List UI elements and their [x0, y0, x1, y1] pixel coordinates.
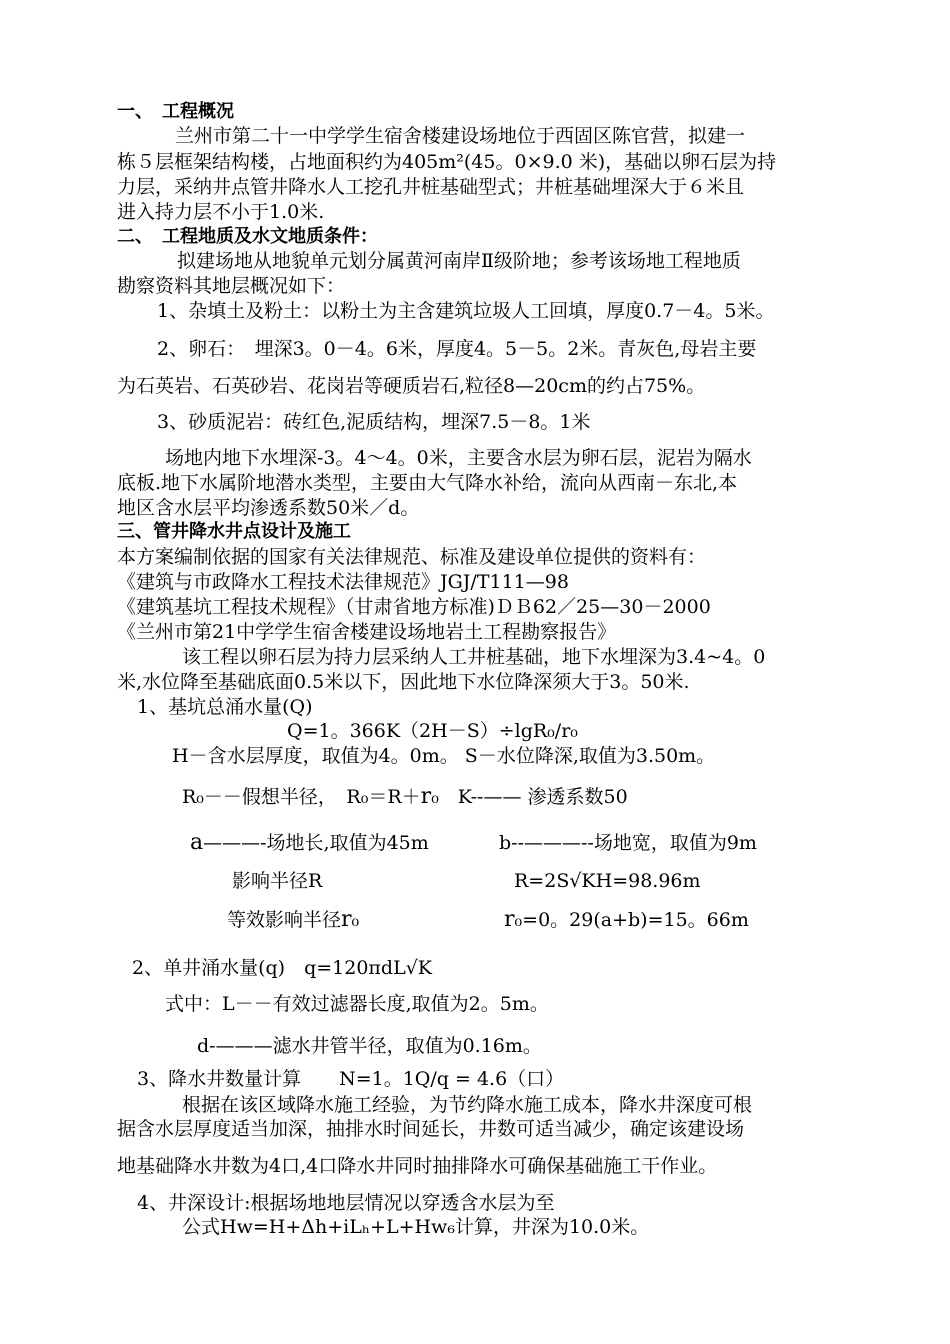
section-heading-dewatering: 三、管井降水井点设计及施工 [117, 521, 351, 542]
paragraph-line: 兰州市第二十一中学学生宿舍楼建设场地位于西固区陈官营，拟建一 [175, 125, 746, 147]
formula-label: 影响半径R [232, 870, 323, 892]
formula-text: ₀ K--—— 渗透系数50 [431, 786, 628, 808]
list-item-continuation: 为石英岩、石英砂岩、花岗岩等硬质岩石,粒径8—20cm的约占75%。 [117, 375, 706, 397]
formula-note: d-———滤水井管半径，取值为0.16m。 [197, 1035, 542, 1057]
section-heading-geology: 二、 工程地质及水文地质条件： [117, 226, 378, 247]
paragraph-line: 力层，采纳井点管井降水人工挖孔井桩基础型式；井桩基础埋深大于６米且 [117, 176, 745, 198]
paragraph-line: 米,水位降至基础底面0.5米以下，因此地下水位降深须大于3。50米. [117, 671, 690, 693]
formula-symbol: r [504, 907, 515, 932]
formula-text: 等效影响半径 [227, 909, 342, 931]
formula-symbol: a [190, 830, 204, 855]
formula-text: ₀ [351, 909, 360, 931]
paragraph-line: 栋５层框架结构楼，占地面积约为405m²(45。0×9.0 米)，基础以卵石层为持 [117, 151, 777, 173]
formula: Q=1。366K（2H－S）÷lgR₀/r₀ [287, 720, 578, 742]
reference-item: 《建筑与市政降水工程技术法律规范》JGJ/T111—98 [117, 571, 569, 593]
formula-symbol: r [420, 784, 432, 809]
section-heading-overview: 一、 工程概况 [117, 101, 234, 122]
subsection-title: 2、单井涌水量(q) q=120πdL√K [132, 957, 432, 979]
paragraph-line: 拟建场地从地貌单元划分属黄河南岸Ⅱ级阶地；参考该场地工程地质 [177, 250, 741, 272]
paragraph-line: 本方案编制依据的国家有关法律规范、标准及建设单位提供的资料有： [117, 546, 707, 568]
formula-text: ———-场地长,取值为45m [203, 832, 429, 854]
paragraph-line: 进入持力层不小于1.0米. [117, 201, 325, 223]
paragraph-line: 该工程以卵石层为持力层采纳人工井桩基础，地下水埋深为3.4~4。0 [182, 646, 766, 668]
formula-text: R₀－－假想半径， R₀＝R＋ [182, 786, 421, 808]
paragraph-line: 地基础降水井数为4口,4口降水井同时抽排降水可确保基础施工干作业。 [117, 1155, 718, 1177]
formula-symbol: r [341, 907, 352, 932]
paragraph-line: 勘察资料其地层概况如下： [117, 275, 346, 297]
subsection-title: 3、降水井数量计算 N=1。1Q/q = 4.6（口） [137, 1068, 565, 1090]
subsection-title: 1、基坑总涌水量(Q) [137, 696, 313, 718]
reference-item: 《兰州市第21中学学生宿舍楼建设场地岩土工程勘察报告》 [117, 621, 617, 643]
formula-note: b--———--场地宽，取值为9m [499, 832, 757, 854]
formula-note: H－含水层厚度，取值为4。0m。 S－水位降深,取值为3.50m。 [172, 745, 716, 767]
formula-note: 式中：L－－有效过滤器长度,取值为2。5m。 [165, 993, 549, 1015]
list-item: 1、杂填土及粉土：以粉土为主含建筑垃圾人工回填，厚度0.7－4。5米。 [157, 300, 775, 322]
paragraph-line: 场地内地下水埋深-3。4～4。0米，主要含水层为卵石层，泥岩为隔水 [165, 447, 752, 469]
list-item: 2、卵石： 埋深3。0－4。6米，厚度4。5－5。2米。青灰色,母岩主要 [157, 338, 757, 360]
subsection-title: 4、井深设计:根据场地地层情况以穿透含水层为至 [137, 1192, 555, 1214]
paragraph-line: 据含水层厚度适当加深，抽排水时间延长，井数可适当减少，确定该建设场 [117, 1118, 745, 1140]
paragraph-line: 公式Hw=H+Δh+iLₕ+L+Hw₆计算，井深为10.0米。 [182, 1216, 650, 1238]
reference-item: 《建筑基坑工程技术规程》（甘肃省地方标准)ＤＢ62／25—30－2000 [117, 596, 711, 618]
formula-value: R=2S√KH=98.96m [514, 870, 701, 892]
formula-note [182, 785, 628, 809]
paragraph-line: 地区含水层平均渗透系数50米／d。 [117, 497, 420, 519]
formula-note [190, 831, 429, 855]
list-item: 3、砂质泥岩：砖红色,泥质结构，埋深7.5－8。1米 [157, 411, 591, 433]
paragraph-line: 根据在该区域降水施工经验，为节约降水施工成本，降水井深度可根 [182, 1094, 753, 1116]
formula-value [504, 908, 749, 932]
formula-text: ₀=0。29(a+b)=15。66m [514, 909, 749, 931]
formula-label [227, 908, 359, 932]
paragraph-line: 底板.地下水属阶地潜水类型，主要由大气降水补给，流向从西南－东北,本 [117, 472, 738, 494]
